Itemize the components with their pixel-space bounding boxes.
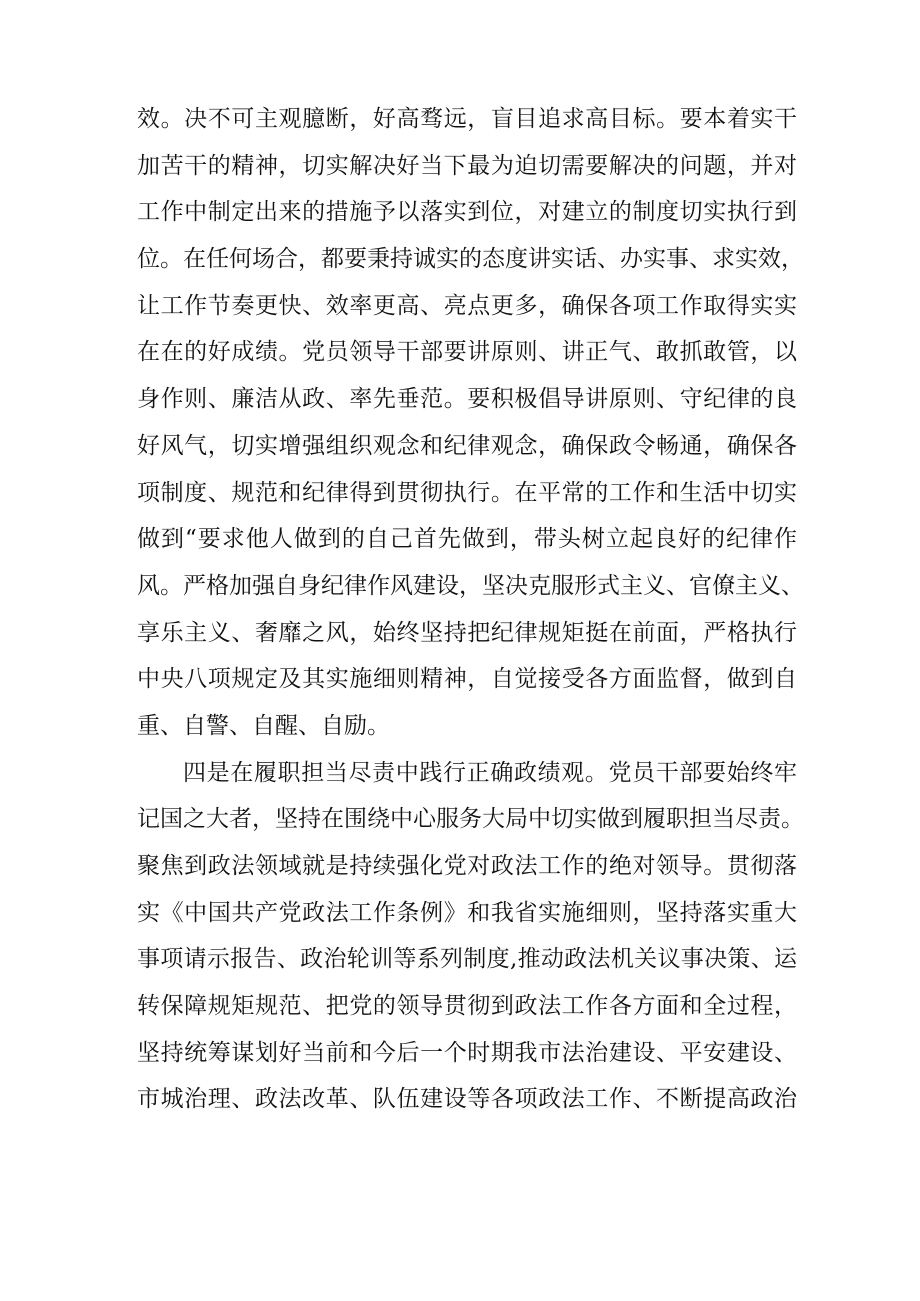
paragraph-line: 位。在任何场合，都要秉持诚实的态度讲实话、办实事、求实效，: [137, 246, 804, 273]
paragraph-line: 项制度、规范和纪律得到贯彻执行。在平常的工作和生活中切实: [137, 479, 797, 506]
paragraph-line: 转保障规矩规范、把党的领导贯彻到政法工作各方面和全过程，: [137, 993, 797, 1020]
paragraph-line: 市城治理、政法改革、队伍建设等各项政法工作、不断提高政治: [137, 1086, 797, 1113]
paragraph-line: 实《中国共产党政法工作条例》和我省实施细则，坚持落实重大: [137, 899, 797, 926]
paragraph-line: 记国之大者，坚持在围绕中心服务大局中切实做到履职担当尽责。: [137, 806, 804, 833]
paragraph-line: 四是在履职担当尽责中践行正确政绩观。党员干部要始终牢: [183, 759, 797, 786]
paragraph-line: 风。严格加强自身纪律作风建设，坚决克服形式主义、官僚主义、: [137, 572, 804, 599]
paragraph-2: [137, 750, 804, 1124]
paragraph-line: 在在的好成绩。党员领导干部要讲原则、讲正气、敢抓敢管，以: [137, 339, 797, 366]
paragraph-line: 享乐主义、奢靡之风，始终坚持把纪律规矩挺在前面，严格执行: [137, 619, 797, 646]
paragraph-line: 加苦干的精神，切实解决好当下最为迫切需要解决的问题，并对: [137, 152, 797, 179]
paragraph-line: 事项请示报告、政治轮训等系列制度,推动政法机关议事决策、运: [137, 946, 797, 973]
paragraph-line: 聚焦到政法领域就是持续强化党对政法工作的绝对领导。贯彻落: [137, 853, 797, 879]
paragraph-line: 重、自警、自醒、自励。: [137, 712, 390, 739]
paragraph-line: 身作则、廉洁从政、率先垂范。要积极倡导讲原则、守纪律的良: [137, 386, 797, 413]
paragraph-line: 中央八项规定及其实施细则精神，自觉接受各方面监督，做到自: [137, 666, 797, 693]
paragraph-line: 让工作节奏更快、效率更高、亮点更多，确保各项工作取得实实: [137, 292, 797, 319]
paragraph-line: 好风气，切实增强组织观念和纪律观念，确保政令畅通，确保各: [137, 432, 797, 459]
paragraph-line: 坚持统筹谋划好当前和今后一个时期我市法治建设、平安建设、: [137, 1039, 797, 1066]
paragraph-line: 工作中制定出来的措施予以落实到位，对建立的制度切实执行到: [137, 199, 797, 226]
paragraph-line: 效。决不可主观臆断，好高骛远，盲目追求高目标。要本着实干: [137, 106, 797, 132]
paragraph-1: [137, 96, 804, 750]
paragraph-line: 做到“要求他人做到的自己首先做到，带头树立起良好的纪律作: [137, 526, 797, 553]
document-body: [137, 96, 804, 1123]
